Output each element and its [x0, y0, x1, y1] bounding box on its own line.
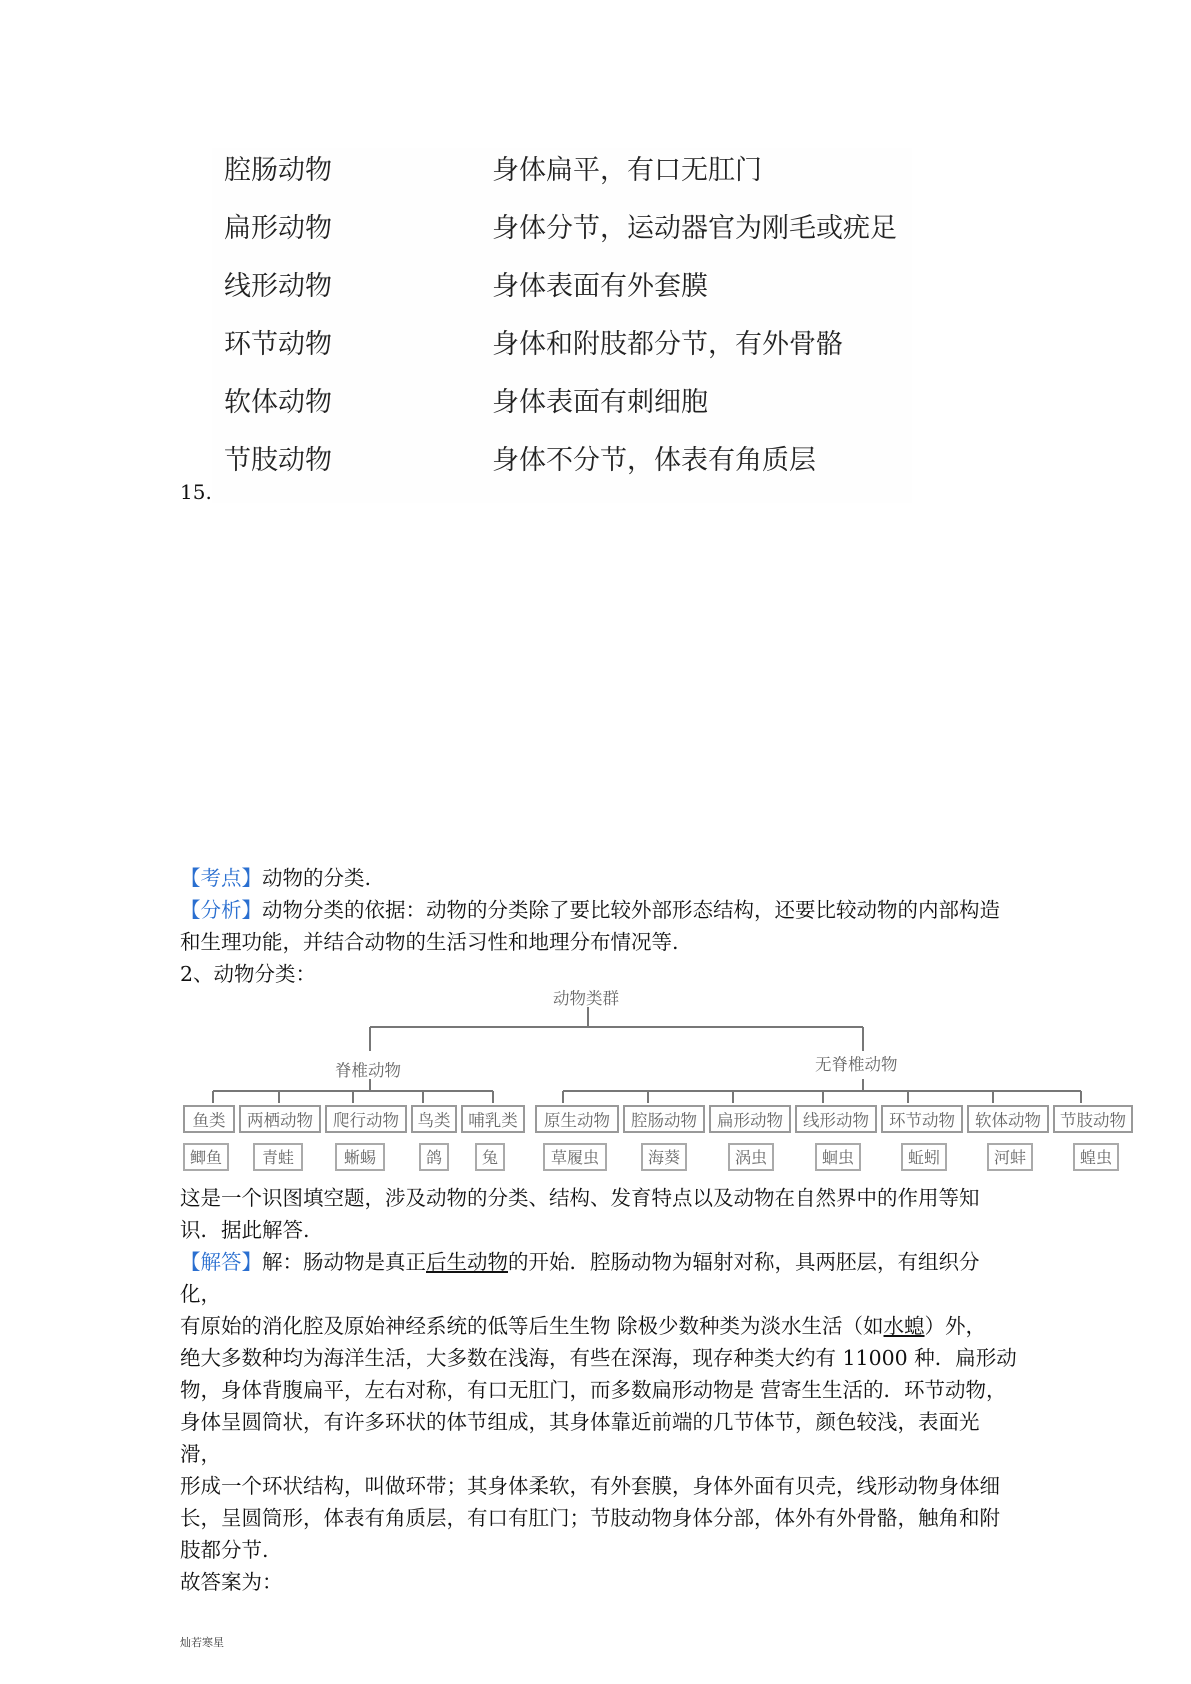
fenxi-line: 和生理功能，并结合动物的生活习性和地理分布情况等.: [180, 930, 679, 954]
tree-group-box: 鱼类: [183, 1105, 235, 1133]
animal-group: 环节动物: [224, 329, 332, 360]
feature-description: 身体分节，运动器官为刚毛或疣足: [492, 213, 897, 244]
animal-group: 节肢动物: [224, 445, 332, 476]
tree-example-box: 蚯蚓: [901, 1143, 947, 1171]
matching-table: [212, 148, 912, 503]
tree-example-box: 河蚌: [987, 1143, 1033, 1171]
tree-group-box: 线形动物: [795, 1105, 877, 1133]
kaodian-text: 动物的分类.: [262, 866, 372, 890]
jieda-line: 肢都分节.: [180, 1538, 269, 1562]
answer-lead: 故答案为：: [180, 1570, 283, 1594]
tree-group-box: 鸟类: [411, 1105, 457, 1133]
fenxi-line: 动物分类的依据：动物的分类除了要比较外部形态结构，还要比较动物的内部构造: [262, 898, 1000, 922]
tree-example-box: 青蛙: [253, 1143, 303, 1171]
feature-description: 身体表面有外套膜: [492, 271, 708, 302]
kaodian-tag: 【考点】: [180, 866, 262, 890]
jieda-text: 的开始．腔肠动物为辐射对称，具两胚层，有组织分化，: [180, 1250, 980, 1306]
feature-description: 身体不分节，体表有角质层: [492, 445, 816, 476]
tree-group-box: 软体动物: [967, 1105, 1049, 1133]
tree-example-box: 草履虫: [543, 1143, 607, 1171]
animal-group: 扁形动物: [224, 213, 332, 244]
tree-example-box: 蛔虫: [815, 1143, 861, 1171]
feature-description: 身体扁平，有口无肛门: [492, 155, 762, 186]
animal-group: 腔肠动物: [224, 155, 332, 186]
jieda-tag: 【解答】: [180, 1250, 262, 1274]
tree-group-box: 原生动物: [535, 1105, 619, 1133]
tree-example-box: 涡虫: [728, 1143, 774, 1171]
jieda-line: 身体呈圆筒状，有许多环状的体节组成，其身体靠近前端的几节体节，颜色较浅，表面光滑，: [180, 1410, 980, 1466]
animal-group: 线形动物: [224, 271, 332, 302]
question-number: 15.: [180, 480, 212, 504]
jieda-line: 物，身体背腹扁平，左右对称，有口无肛门，而多数扁形动物是 营寄生生活的．环节动物，: [180, 1378, 1007, 1402]
tree-root: 动物类群: [553, 989, 619, 1008]
explanation-line: 识．据此解答.: [180, 1218, 310, 1242]
tree-example-box: 蝗虫: [1073, 1143, 1119, 1171]
jieda-text: 解：肠动物是真正: [262, 1250, 426, 1274]
tree-group-box: 爬行动物: [325, 1105, 407, 1133]
link-shuixi[interactable]: 水螅: [883, 1314, 925, 1338]
animal-group: 软体动物: [224, 387, 332, 418]
jieda-text: ）外，: [924, 1314, 987, 1338]
jieda-paragraph: [180, 1246, 1020, 1598]
feature-description: 身体和附肢都分节，有外骨骼: [492, 329, 843, 360]
tree-example-box: 鲫鱼: [183, 1143, 229, 1171]
fenxi-paragraph: [180, 894, 1020, 990]
tree-group-box: 两栖动物: [239, 1105, 321, 1133]
fenxi-line: 2、动物分类：: [180, 962, 317, 986]
tree-example-box: 鸽: [419, 1143, 449, 1171]
tree-group-box: 哺乳类: [461, 1105, 525, 1133]
jieda-text: 有原始的消化腔及原始神经系统的低等后生生物 除极少数种类为淡水生活（如: [180, 1314, 884, 1338]
fenxi-tag: 【分析】: [180, 898, 262, 922]
tree-group-box: 扁形动物: [709, 1105, 791, 1133]
jieda-line: 形成一个环状结构，叫做环带；其身体柔软，有外套膜，身体外面有贝壳，线形动物身体细: [180, 1474, 1000, 1498]
explanation-line: 这是一个识图填空题，涉及动物的分类、结构、发育特点以及动物在自然界中的作用等知: [180, 1186, 980, 1210]
tree-group-box: 腔肠动物: [623, 1105, 705, 1133]
tree-example-box: 蜥蜴: [335, 1143, 385, 1171]
jieda-line: 长，呈圆筒形，体表有角质层，有口有肛门；节肢动物身体分部，体外有外骨骼，触角和附: [180, 1506, 1000, 1530]
classification-tree: [183, 985, 1153, 1180]
link-houshengdongwu[interactable]: 后生动物: [426, 1250, 508, 1274]
tree-invertebrate: 无脊椎动物: [815, 1055, 898, 1074]
jieda-line: 绝大多数种均为海洋生活，大多数在浅海，有些在深海，现存种类大约有 11000 种．扁形动: [180, 1346, 1017, 1370]
tree-example-box: 海葵: [641, 1143, 687, 1171]
tree-example-box: 兔: [475, 1143, 505, 1171]
tree-vertebrate: 脊椎动物: [335, 1061, 401, 1080]
tree-group-box: 节肢动物: [1053, 1105, 1133, 1133]
page-footer: 灿若寒星: [180, 1636, 224, 1649]
feature-description: 身体表面有刺细胞: [492, 387, 708, 418]
kaodian-line: [180, 862, 1020, 894]
tree-group-box: 环节动物: [881, 1105, 963, 1133]
tree-explanation: [180, 1182, 1020, 1246]
